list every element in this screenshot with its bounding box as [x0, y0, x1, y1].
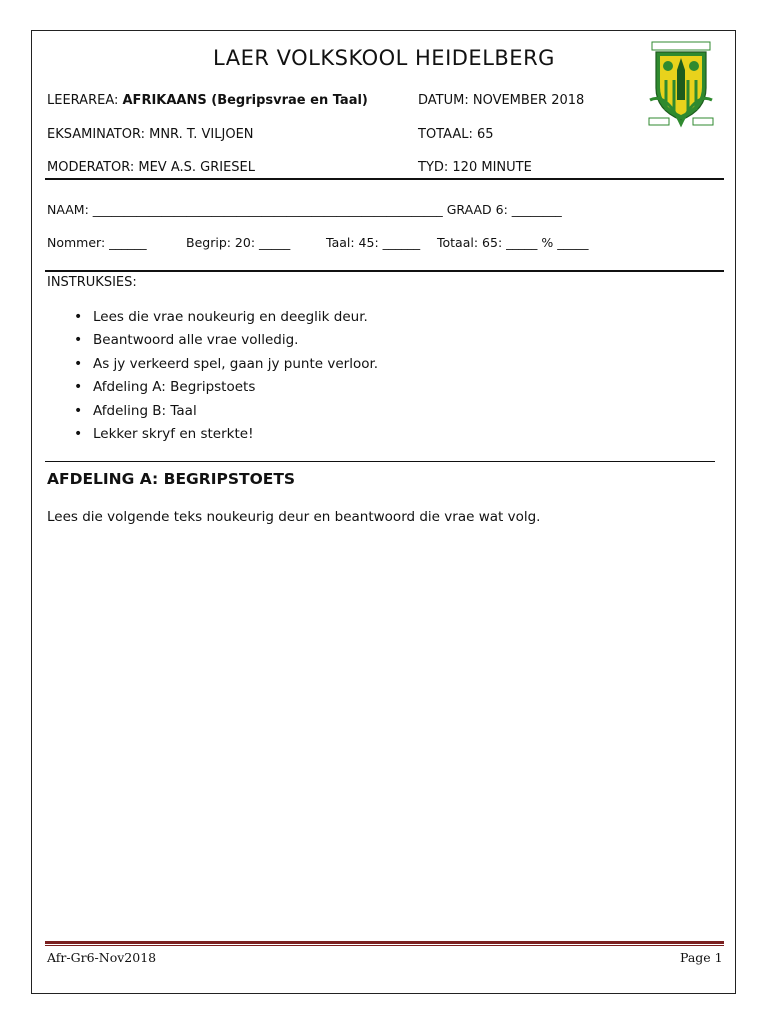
naam-field[interactable]: NAAM: ________________________________________________________ GRAAD 6: ________ — [47, 202, 562, 217]
instruction-item: • Lekker skryf en sterkte! — [93, 423, 378, 446]
instruction-item: • Afdeling B: Taal — [93, 400, 378, 423]
footer-divider-thick — [45, 941, 724, 944]
datum: DATUM: NOVEMBER 2018 — [418, 93, 585, 108]
instruction-item: • As jy verkeerd spel, gaan jy punte verloor. — [93, 353, 378, 376]
eksaminator: EKSAMINATOR: MNR. T. VILJOEN — [47, 127, 254, 142]
taal-field[interactable]: Taal: 45: ______ — [326, 235, 421, 250]
leerarea-value: AFRIKAANS (Begripsvrae en Taal) — [122, 93, 368, 108]
instructions-list — [47, 306, 378, 446]
totaal: TOTAAL: 65 — [418, 127, 494, 142]
school-title: LAER VOLKSKOOL HEIDELBERG — [213, 46, 555, 70]
instruction-item: • Lees die vrae noukeurig en deeglik deur. — [93, 306, 378, 329]
leerarea-line — [47, 93, 368, 108]
leerarea-label: LEERAREA: — [47, 93, 123, 108]
footer-code: Afr-Gr6-Nov2018 — [47, 950, 157, 965]
instruction-item: • Afdeling A: Begripstoets — [93, 376, 378, 399]
section-a-title: AFDELING A: BEGRIPSTOETS — [47, 470, 296, 488]
header-divider — [45, 178, 724, 180]
nommer-field[interactable]: Nommer: ______ — [47, 235, 147, 250]
totaal-field[interactable]: Totaal: 65: _____ % _____ — [437, 235, 589, 250]
tyd: TYD: 120 MINUTE — [418, 160, 532, 175]
section-a-intro: Lees die volgende teks noukeurig deur en beantwoord die vrae wat volg. — [47, 509, 541, 525]
moderator: MODERATOR: MEV A.S. GRIESEL — [47, 160, 256, 175]
instruction-item: • Beantwoord alle vrae volledig. — [93, 329, 378, 352]
instructions-divider — [45, 461, 715, 462]
page-number: Page 1 — [680, 950, 723, 965]
school-crest-icon — [646, 40, 716, 130]
instructions-heading: INSTRUKSIES: — [47, 275, 137, 290]
footer-divider-thin — [45, 945, 724, 946]
student-divider — [45, 270, 724, 272]
begrip-field[interactable]: Begrip: 20: _____ — [186, 235, 291, 250]
